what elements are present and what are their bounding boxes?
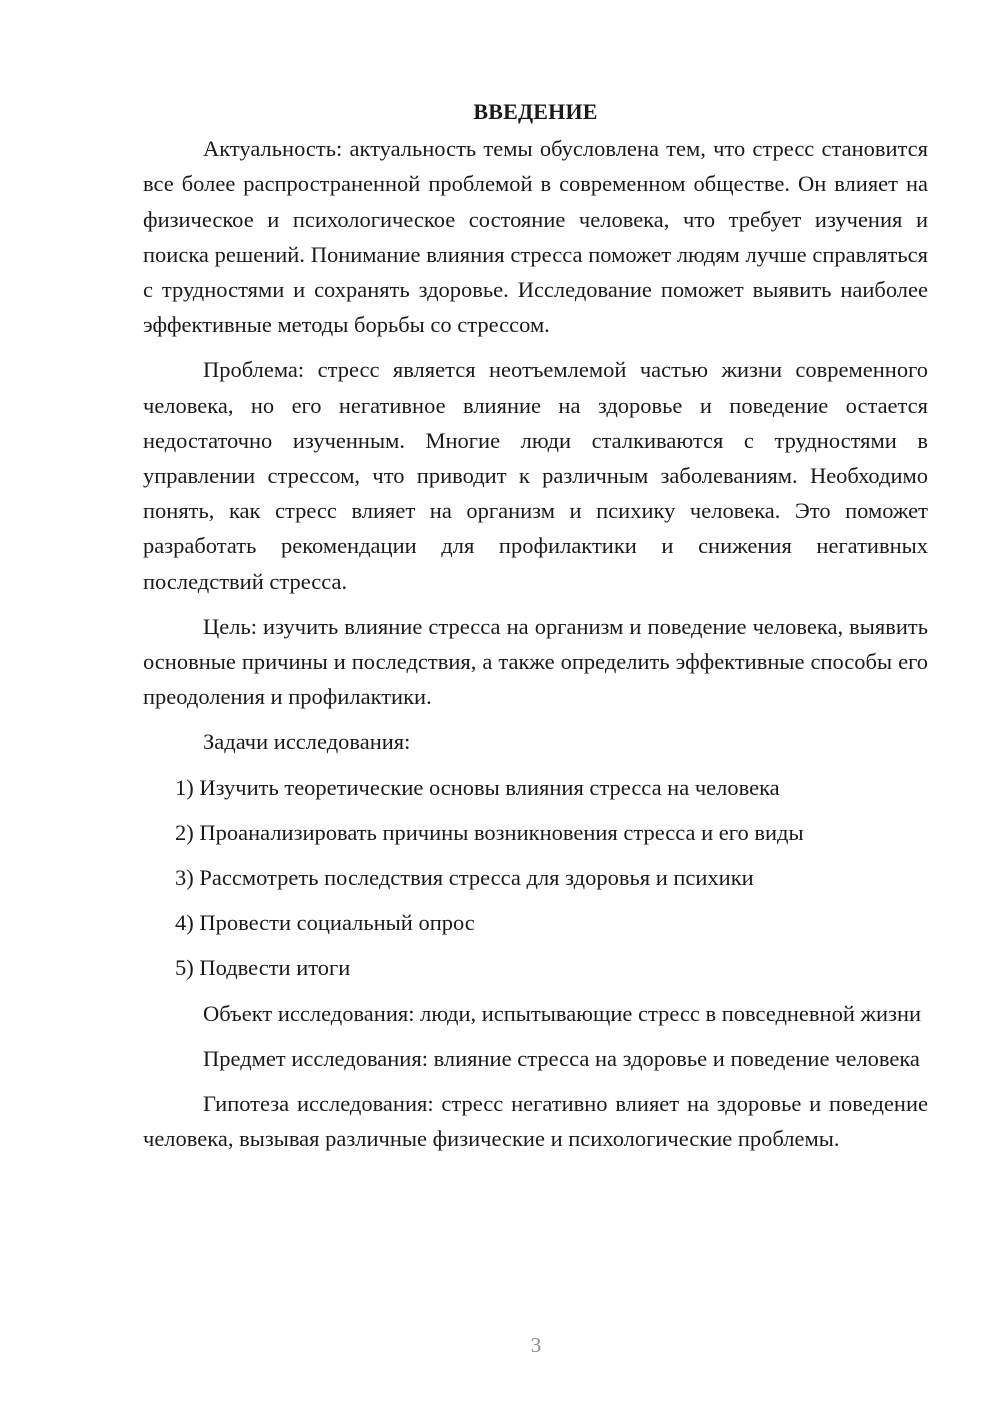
object-paragraph: Объект исследования: люди, испытывающие стресс в повседневной жизни	[203, 1000, 922, 1026]
task-item-4: 4) Провести социальный опрос	[175, 910, 475, 936]
page-content	[143, 94, 928, 1166]
task-item-5: 5) Подвести итоги	[175, 955, 351, 981]
relevance-paragraph: Актуальность: актуальность темы обусловлена тем, что стресс становится все более распространенной проблемой в современном обществе. Он влияет на физическое и психологическое состояние человека, что требует изучения и поиска решений. Понимание влияния стресса поможет людям лучше справляться с трудностями и сохранять здоровье. Исследование поможет выявить наиболее эффективные методы борьбы со стрессом.	[143, 136, 928, 338]
tasks-heading: Задачи исследования:	[203, 729, 411, 755]
subject-paragraph: Предмет исследования: влияние стресса на здоровье и поведение человека	[203, 1045, 920, 1071]
task-item-3: 3) Рассмотреть последствия стресса для здоровья и психики	[175, 865, 754, 891]
page-heading: ВВЕДЕНИЕ	[473, 99, 598, 124]
task-list	[143, 770, 928, 986]
hypothesis-paragraph: Гипотеза исследования: стресс негативно влияет на здоровье и поведение человека, вызывая различные физические и психологические проблемы.	[143, 1091, 928, 1152]
problem-paragraph: Проблема: стресс является неотъемлемой частью жизни современного человека, но его негативное влияние на здоровье и поведение остается недостаточно изученным. Многие люди сталкиваются с трудностями в управлении стрессом, что приводит к различным заболеваниям. Необходимо понять, как стресс влияет на организм и психику человека. Это поможет разработать рекомендации для профилактики и снижения негативных последствий стресса.	[143, 357, 928, 594]
task-item-2: 2) Проанализировать причины возникновения стресса и его виды	[175, 819, 804, 845]
page-number: 3	[530, 1333, 542, 1357]
goal-paragraph: Цель: изучить влияние стресса на организм и поведение человека, выявить основные причины и последствия, а также определить эффективные способы его преодоления и профилактики.	[143, 613, 928, 710]
task-item-1: 1) Изучить теоретические основы влияния стресса на человека	[175, 774, 780, 800]
